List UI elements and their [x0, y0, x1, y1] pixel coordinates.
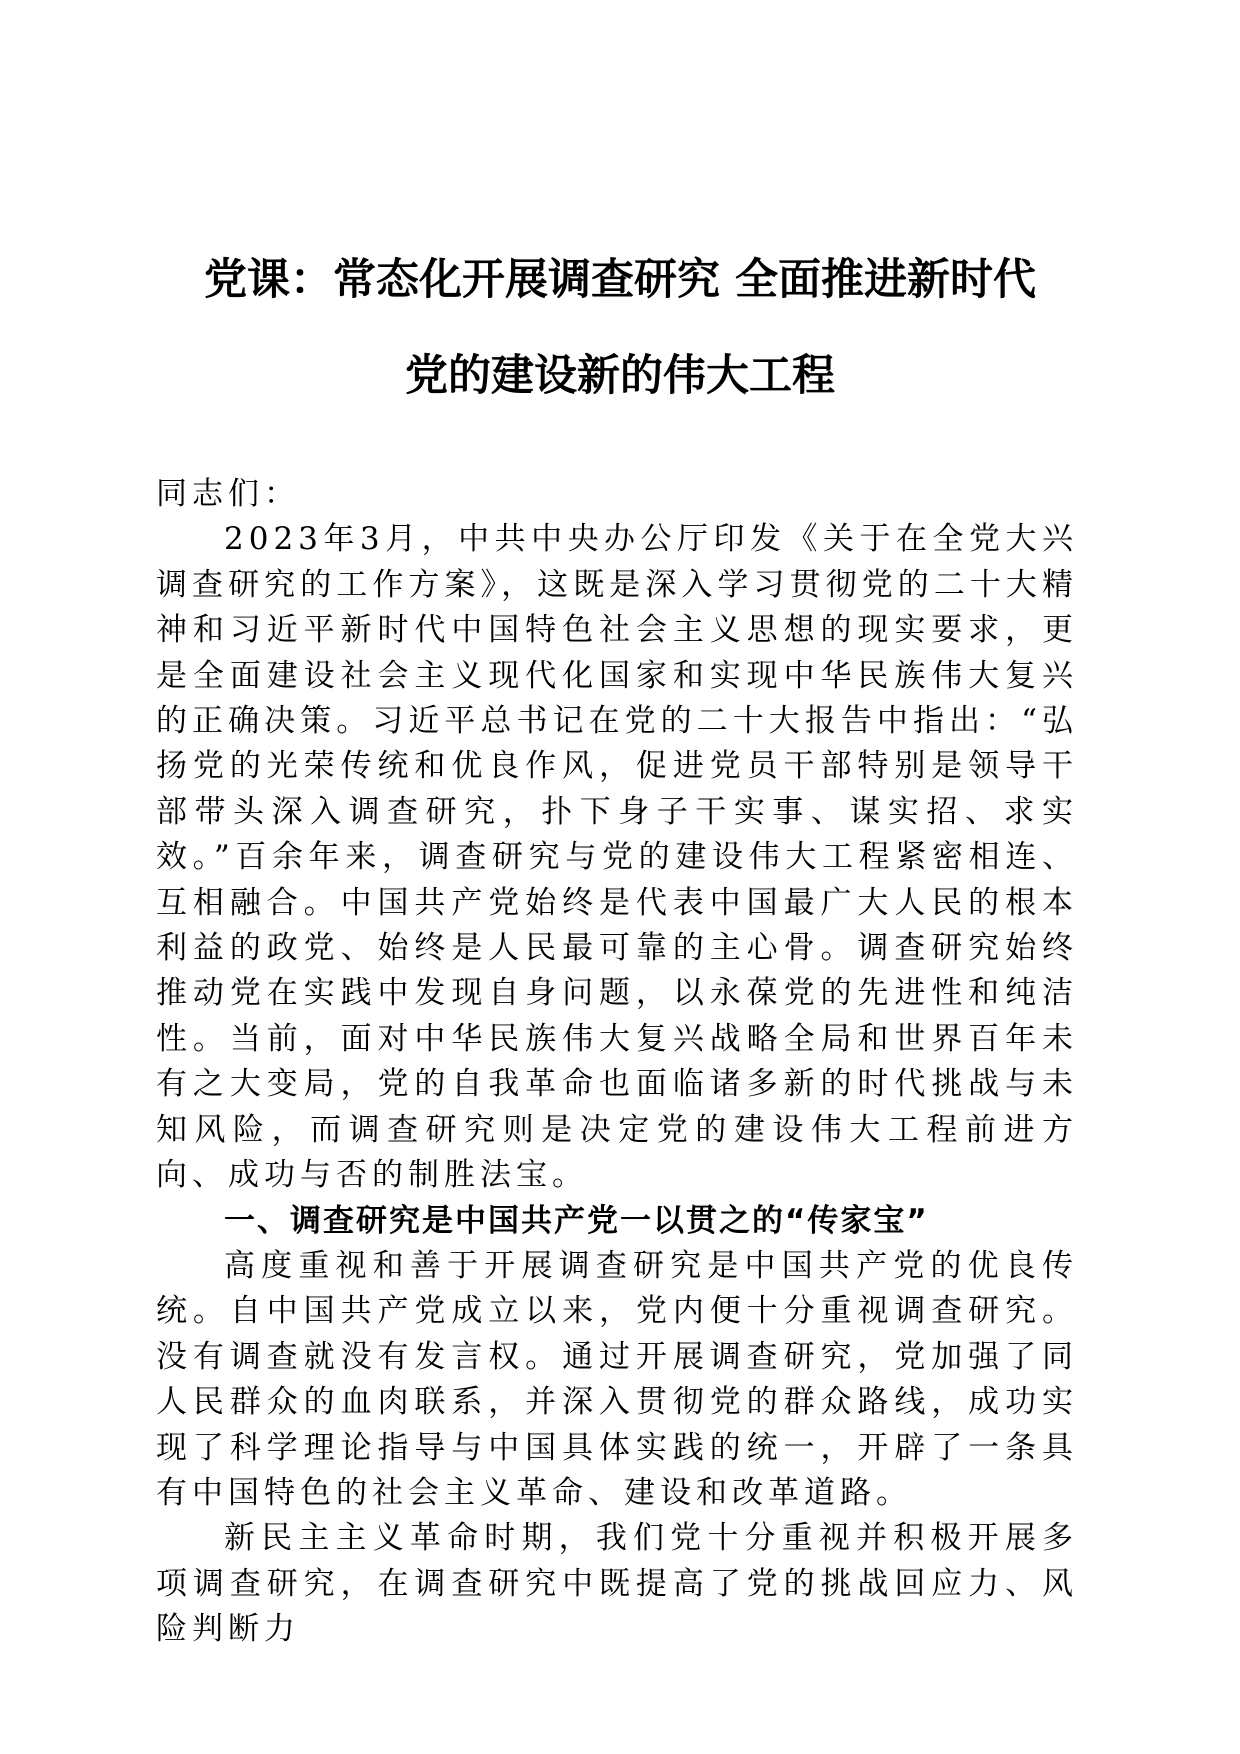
salutation: 同志们： — [156, 476, 300, 512]
document-title-line-1: 党课：常态化开展调查研究 全面推进新时代 — [204, 255, 1036, 305]
paragraph-intro: 2023年3月，中共中央办公厅印发《关于在全党大兴调查研究的工作方案》，这既是深入学习贯彻党的二十大精神和习近平新时代中国特色社会主义思想的现实要求，更是全面建设社会主义现代化国家和实现中华民族伟大复兴的正确决策。习近平总书记在党的二十大报告中指出：“弘扬党的光荣传统和优良作风，促进党员干部特别是领导干部带头深入调查研究，扑下身子干实事、谋实招、求实效。”百余年来，调查研究与党的建设伟大工程紧密相连、互相融合。中国共产党始终是代表中国最广大人民的根本利益的政党、始终是人民最可靠的主心骨。调查研究始终推动党在实践中发现自身问题，以永葆党的先进性和纯洁性。当前，面对中华民族伟大复兴战略全局和世界百年未有之大变局，党的自我革命也面临诸多新的时代挑战与未知风险，而调查研究则是决定党的建设伟大工程前进方向、成功与否的制胜法宝。 — [156, 521, 1078, 1194]
paragraph-tradition: 高度重视和善于开展调查研究是中国共产党的优良传统。自中国共产党成立以来，党内便十分重视调查研究。没有调查就没有发言权。通过开展调查研究，党加强了同人民群众的血肉联系，并深入贯彻党的群众路线，成功实现了科学理论指导与中国具体实践的统一，开辟了一条具有中国特色的社会主义革命、建设和改革道路。 — [156, 1247, 1078, 1511]
paragraph-new-democratic-revolution: 新民主主义革命时期，我们党十分重视并积极开展多项调查研究，在调查研究中既提高了党的挑战回应力、风险判断力 — [156, 1520, 1078, 1648]
document-title-line-2: 党的建设新的伟大工程 — [405, 351, 835, 401]
document-body — [156, 472, 1078, 1653]
section-heading-1: 一、调查研究是中国共产党一以贯之的“传家宝” — [224, 1202, 929, 1239]
